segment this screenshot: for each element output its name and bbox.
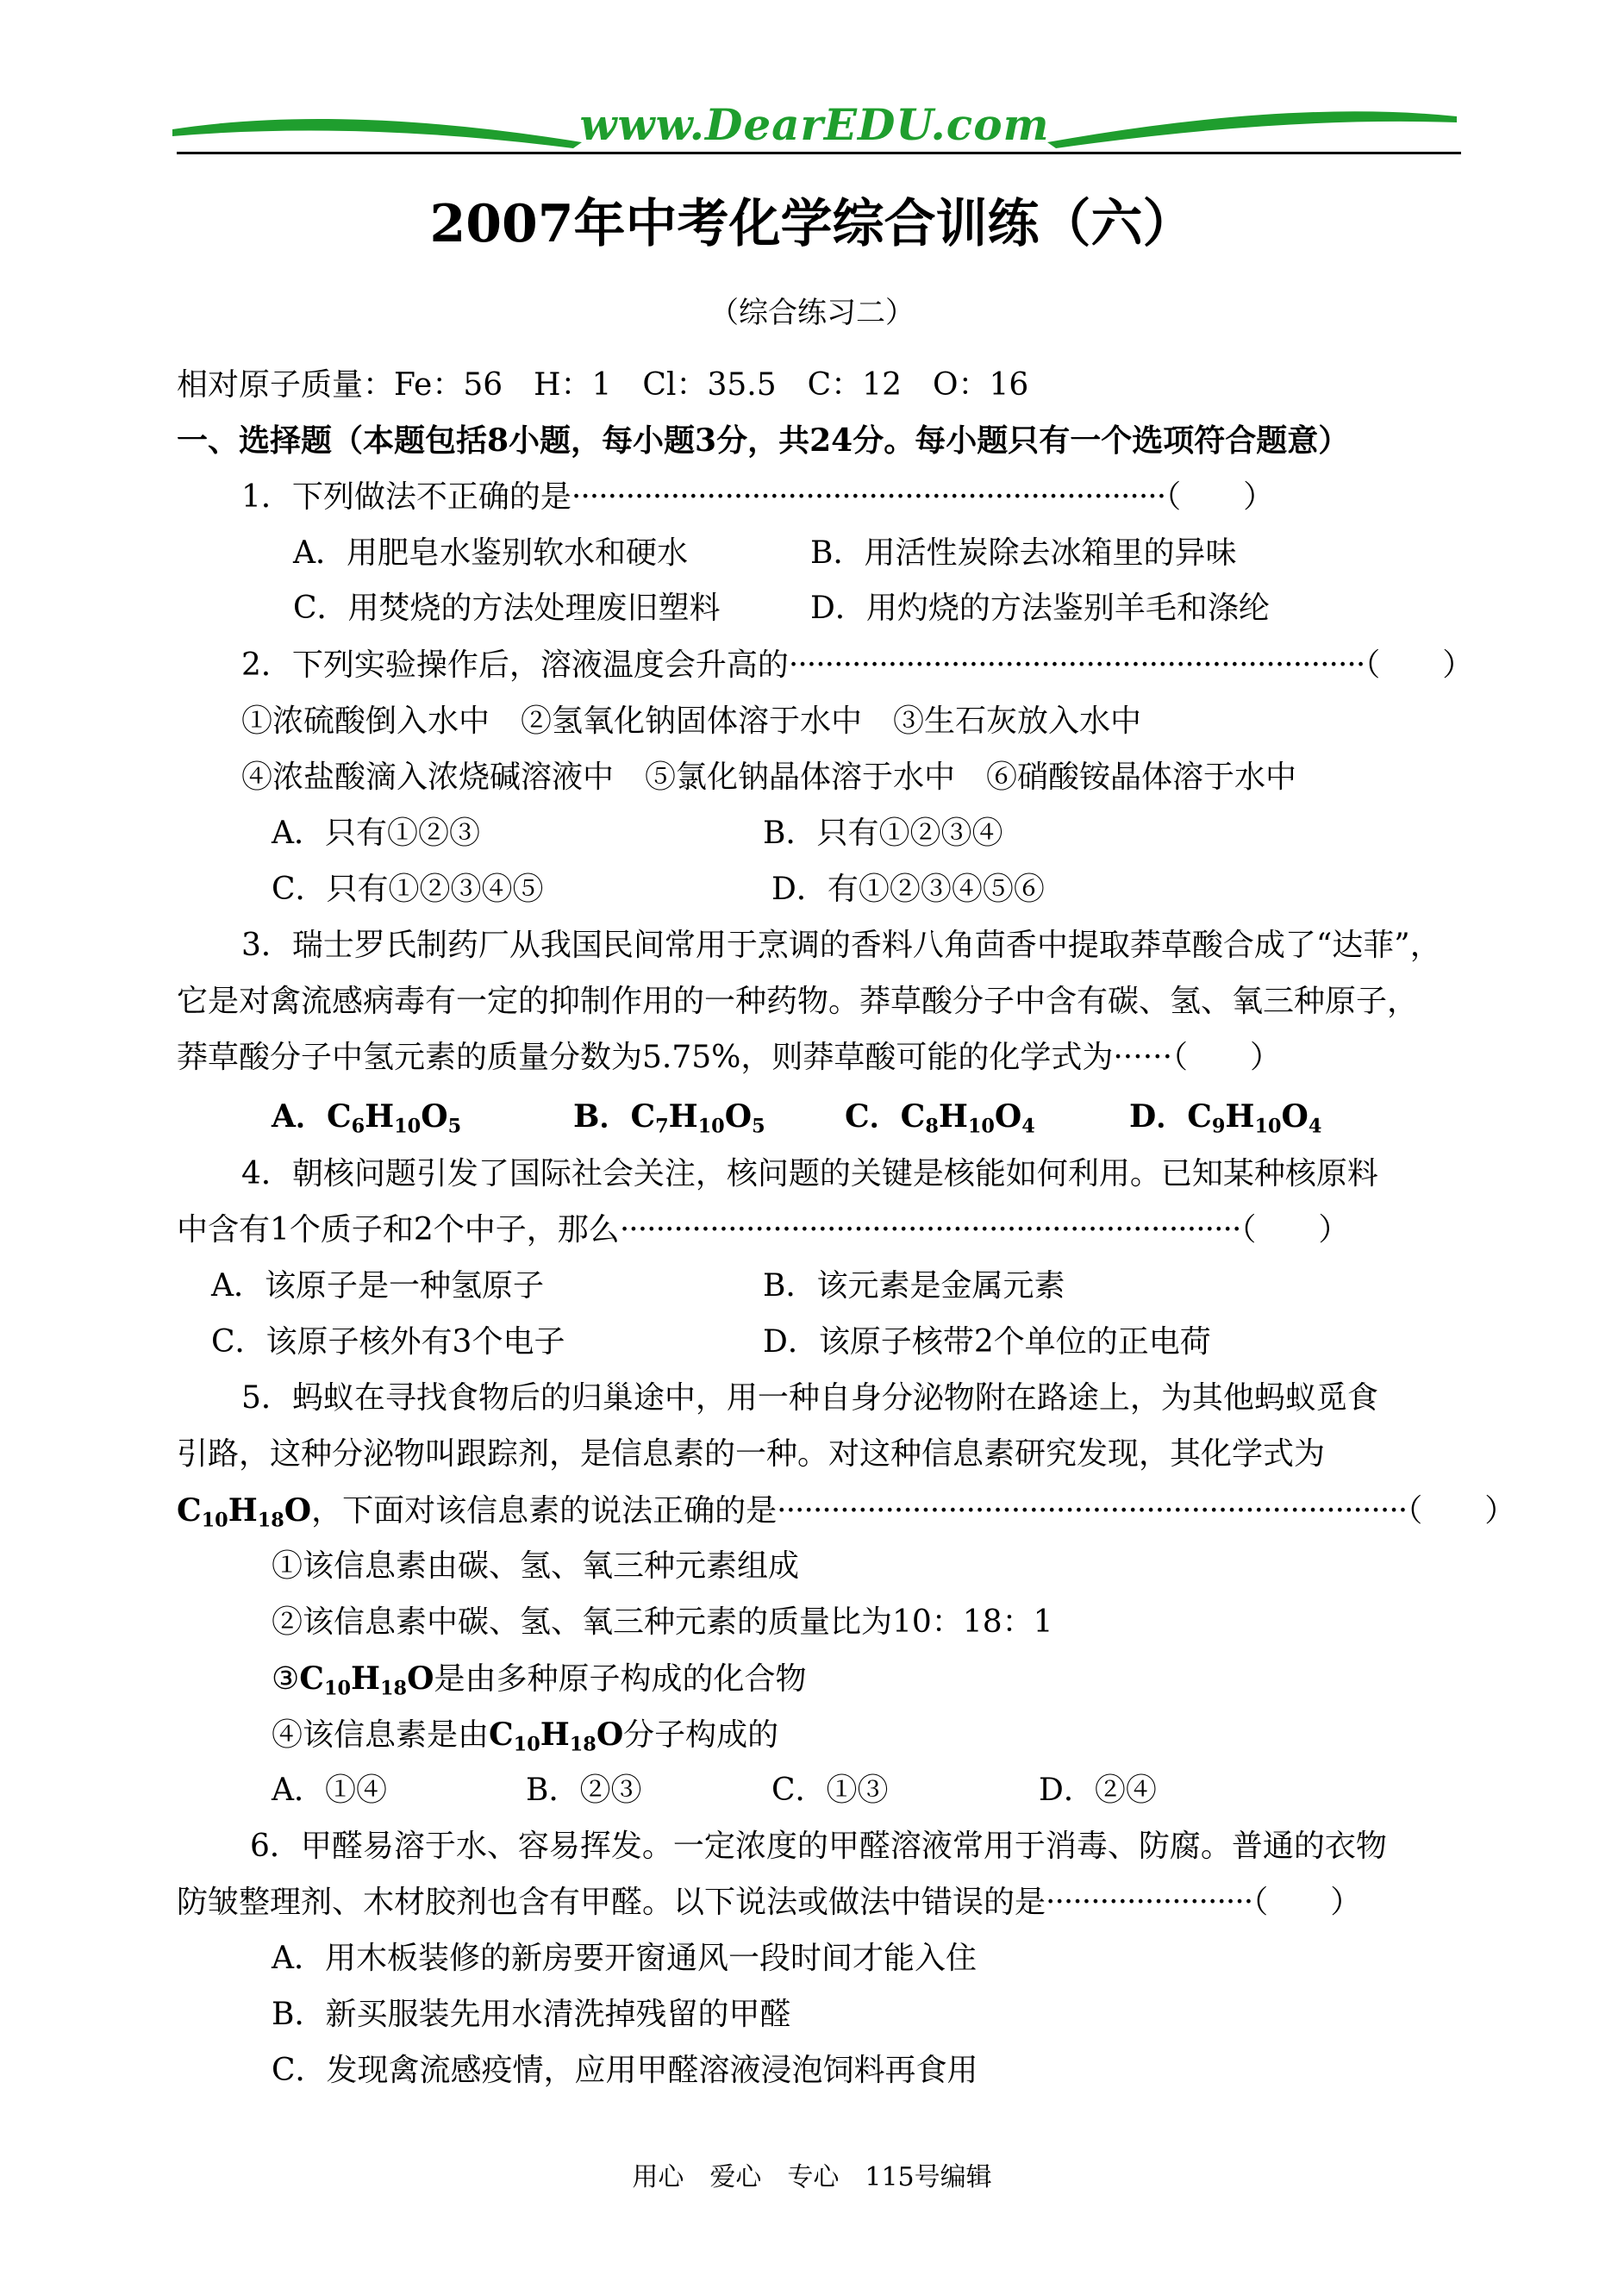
q6-option-b: B．新买服装先用水清洗掉残留的甲醛 xyxy=(272,1997,791,2032)
q2-option-c: C．只有①②③④⑤ xyxy=(272,872,544,907)
atomic-mass-line: 相对原子质量：Fe：56 H：1 Cl：35.5 C：12 O：16 xyxy=(177,367,1029,403)
q1-dots: ·································································· xyxy=(571,479,1166,515)
page-title: 2007年中考化学综合训练（六） xyxy=(429,194,1195,254)
q2-stem: 2．下列实验操作后，溶液温度会升高的 xyxy=(241,647,789,683)
q5-line1: 5．蚂蚁在寻找食物后的归巢途中，用一种自身分泌物附在路途上，为其他蚂蚁觅食 xyxy=(241,1380,1378,1416)
q3-option-d: D．$C_9H_{10}O_4$ xyxy=(1129,1098,1322,1138)
q5-statement-1: ①该信息素由碳、氢、氧三种元素组成 xyxy=(272,1548,800,1584)
q4-line2-text: 中含有1个质子和2个中子，那么 xyxy=(177,1212,620,1248)
q4-line1: 4．朝核问题引发了国际社会关注，核问题的关键是核能如何利用。已知某种核原料 xyxy=(241,1156,1378,1191)
q4-option-c: C．该原子核外有3个电子 xyxy=(211,1324,565,1360)
q1-option-d: D．用灼烧的方法鉴别羊毛和涤纶 xyxy=(810,591,1270,626)
q6-line2 xyxy=(177,1884,1361,1922)
q5-formula: $C_{10}H_{18}O$ xyxy=(177,1492,312,1532)
q1-option-a: A．用肥皂水鉴别软水和硬水 xyxy=(293,535,688,571)
section1-heading: 一、选择题（本题包括8小题，每小题3分，共24分。每小题只有一个选项符合题意） xyxy=(177,422,1350,459)
q1-answer-paren: （ ） xyxy=(1165,479,1275,515)
q1-option-c: C．用焚烧的方法处理废旧塑料 xyxy=(293,591,721,626)
q1-stem: 1．下列做法不正确的是 xyxy=(241,479,572,515)
header-rule xyxy=(177,152,1461,154)
q5-option-d: D．②④ xyxy=(1039,1773,1157,1808)
q4-dots: ····································································· xyxy=(619,1212,1241,1248)
q5-option-a: A．①④ xyxy=(272,1773,387,1808)
q4-option-a: A．该原子是一种氢原子 xyxy=(211,1268,544,1304)
q3-option-a: A．$C_6H_{10}O_5$ xyxy=(272,1098,462,1138)
q1-stem-line xyxy=(241,478,1274,516)
q6-option-c: C．发现禽流感疫情，应用甲醛溶液浸泡饲料再食用 xyxy=(272,2053,978,2088)
q2-dots: ································································ xyxy=(788,647,1365,683)
q4-answer-paren: （ ） xyxy=(1240,1212,1350,1248)
q5-option-b: B．②③ xyxy=(526,1773,642,1808)
q5-line2: 引路，这种分泌物叫跟踪剂，是信息素的一种。对这种信息素研究发现，其化学式为 xyxy=(177,1436,1326,1472)
q5-option-c: C．①③ xyxy=(771,1773,889,1808)
q3-option-b: B．$C_7H_{10}O_5$ xyxy=(573,1098,765,1138)
q4-option-b: B．该元素是金属元素 xyxy=(763,1268,1065,1304)
q5-statement-4: ④该信息素是由$C_{10}H_{18}O$分子构成的 xyxy=(272,1717,779,1756)
q3-line2: 它是对禽流感病毒有一定的抑制作用的一种药物。莽草酸分子中含有碳、氢、氧三种原子， xyxy=(177,984,1419,1019)
q3-line3 xyxy=(177,1039,1281,1077)
q4-option-d: D．该原子核带2个单位的正电荷 xyxy=(763,1324,1211,1360)
page-subtitle: （综合练习二） xyxy=(709,296,915,330)
q5-statement-3: $③C_{10}H_{18}O$是由多种原子构成的化合物 xyxy=(272,1660,807,1700)
q3-line1: 3．瑞士罗氏制药厂从我国民间常用于烹调的香料八角茴香中提取莽草酸合成了“达菲”， xyxy=(241,928,1441,963)
q2-items-line2: ④浓盐酸滴入浓烧碱溶液中 ⑤氯化钠晶体溶于水中 ⑥硝酸铵晶体溶于水中 xyxy=(241,760,1297,795)
q6-answer-paren: （ ） xyxy=(1252,1885,1362,1920)
page-footer: 用心 爱心 专心 115号编辑 xyxy=(632,2162,992,2192)
q2-option-a: A．只有①②③ xyxy=(272,816,480,851)
q3-line3-text: 莽草酸分子中氢元素的质量分数为5.75%，则莽草酸可能的化学式为······ xyxy=(177,1040,1173,1075)
q6-line2-text: 防皱整理剂、木材胶剂也含有甲醛。以下说法或做法中错误的是 xyxy=(177,1885,1046,1920)
q3-option-c: C．$C_8H_{10}O_4$ xyxy=(845,1098,1035,1138)
q5-dots: ······································································ xyxy=(777,1493,1408,1529)
q5-line3-text: ，下面对该信息素的说法正确的是 xyxy=(311,1493,778,1529)
q2-stem-line xyxy=(241,647,1473,685)
q5-answer-paren: （ ） xyxy=(1407,1493,1516,1529)
q5-statement-2: ②该信息素中碳、氢、氧三种元素的质量比为10：18：1 xyxy=(272,1604,1053,1640)
q6-line1: 6．甲醛易溶于水、容易挥发。一定浓度的甲醛溶液常用于消毒、防腐。普通的衣物 xyxy=(250,1829,1387,1864)
q2-option-b: B．只有①②③④ xyxy=(763,816,1003,851)
q2-answer-paren: （ ） xyxy=(1365,647,1474,683)
q2-items-line1: ①浓硫酸倒入水中 ②氢氧化钠固体溶于水中 ③生石灰放入水中 xyxy=(241,704,1142,739)
q1-option-b: B．用活性炭除去冰箱里的异味 xyxy=(810,535,1237,571)
q4-line2 xyxy=(177,1211,1349,1249)
q5-line3 xyxy=(177,1491,1515,1530)
q6-dots: ······················· xyxy=(1046,1885,1253,1920)
q3-answer-paren: （ ） xyxy=(1172,1040,1282,1075)
q2-option-d: D．有①②③④⑤⑥ xyxy=(771,872,1045,907)
q6-option-a: A．用木板装修的新房要开窗通风一段时间才能入住 xyxy=(272,1941,977,1976)
header-logo: www.DearEDU.com xyxy=(579,99,1050,150)
